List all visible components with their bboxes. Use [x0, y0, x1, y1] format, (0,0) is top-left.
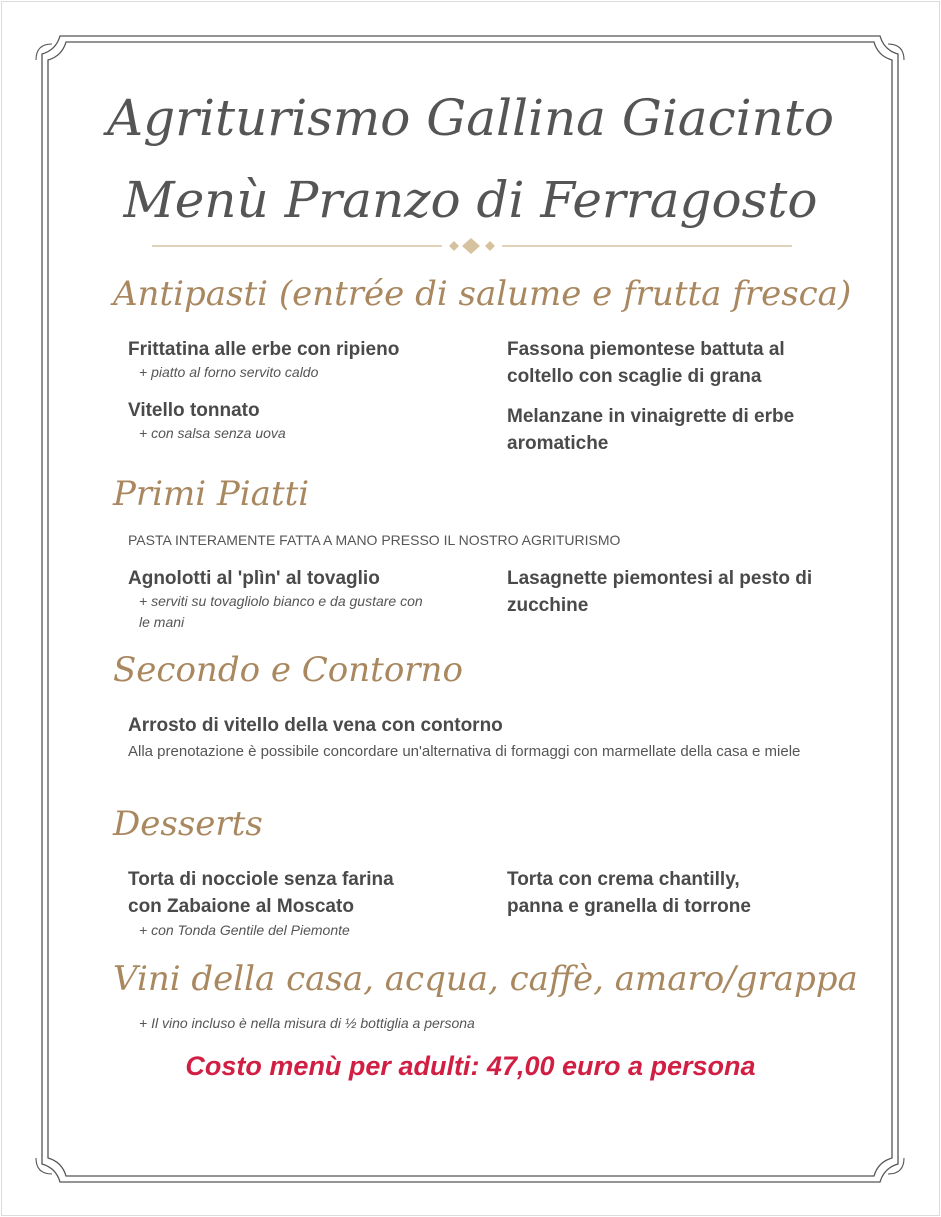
menu-title: Menù Pranzo di Ferragosto	[123, 171, 818, 229]
section-title-primi: Primi Piatti	[113, 474, 310, 514]
menu-item-note: + serviti su tovagliolo bianco e da gustare con le mani	[139, 593, 423, 630]
menu-item-note: Alla prenotazione è possibile concordare un'alternativa di formaggi con marmellate della casa e miele	[128, 743, 801, 760]
section-title-secondo: Secondo e Contorno	[113, 650, 463, 690]
menu-item-note: + piatto al forno servito caldo	[139, 364, 319, 380]
ornamental-divider	[152, 236, 792, 256]
menu-item-agnolotti: Agnolotti al 'plìn' al tovaglio	[128, 568, 380, 589]
menu-item-lasagnette: Lasagnette piemontesi al pesto di zucchine	[507, 568, 813, 616]
menu-item-melanzane: Melanzane in vinaigrette di erbe aromatiche	[507, 406, 795, 454]
vini-note: + Il vino incluso è nella misura di ½ bottiglia a persona	[139, 1015, 475, 1031]
menu-item-note: + con Tonda Gentile del Piemonte	[139, 922, 350, 938]
menu-price: Costo menù per adulti: 47,00 euro a persona	[185, 1051, 756, 1081]
primi-intro: PASTA INTERAMENTE FATTA A MANO PRESSO IL NOSTRO AGRITURISMO	[128, 532, 621, 548]
menu-item-torta-nocciole: Torta di nocciole senza farina con Zabaione al Moscato	[128, 869, 394, 917]
menu-item-frittatina: Frittatina alle erbe con ripieno	[128, 339, 400, 360]
menu-item-arrosto: Arrosto di vitello della vena con contorno	[128, 715, 503, 736]
menu-item-vitello-tonnato: Vitello tonnato	[128, 400, 260, 421]
menu-item-note: + con salsa senza uova	[139, 425, 286, 441]
restaurant-name: Agriturismo Gallina Giacinto	[106, 89, 835, 147]
section-title-desserts: Desserts	[113, 804, 263, 844]
section-title-antipasti: Antipasti (entrée di salume e frutta fresca)	[113, 274, 852, 314]
menu-item-torta-chantilly: Torta con crema chantilly, panna e granella di torrone	[507, 869, 751, 917]
section-title-vini: Vini della casa, acqua, caffè, amaro/grappa	[113, 959, 858, 999]
menu-item-fassona: Fassona piemontese battuta al coltello con scaglie di grana	[507, 339, 785, 387]
